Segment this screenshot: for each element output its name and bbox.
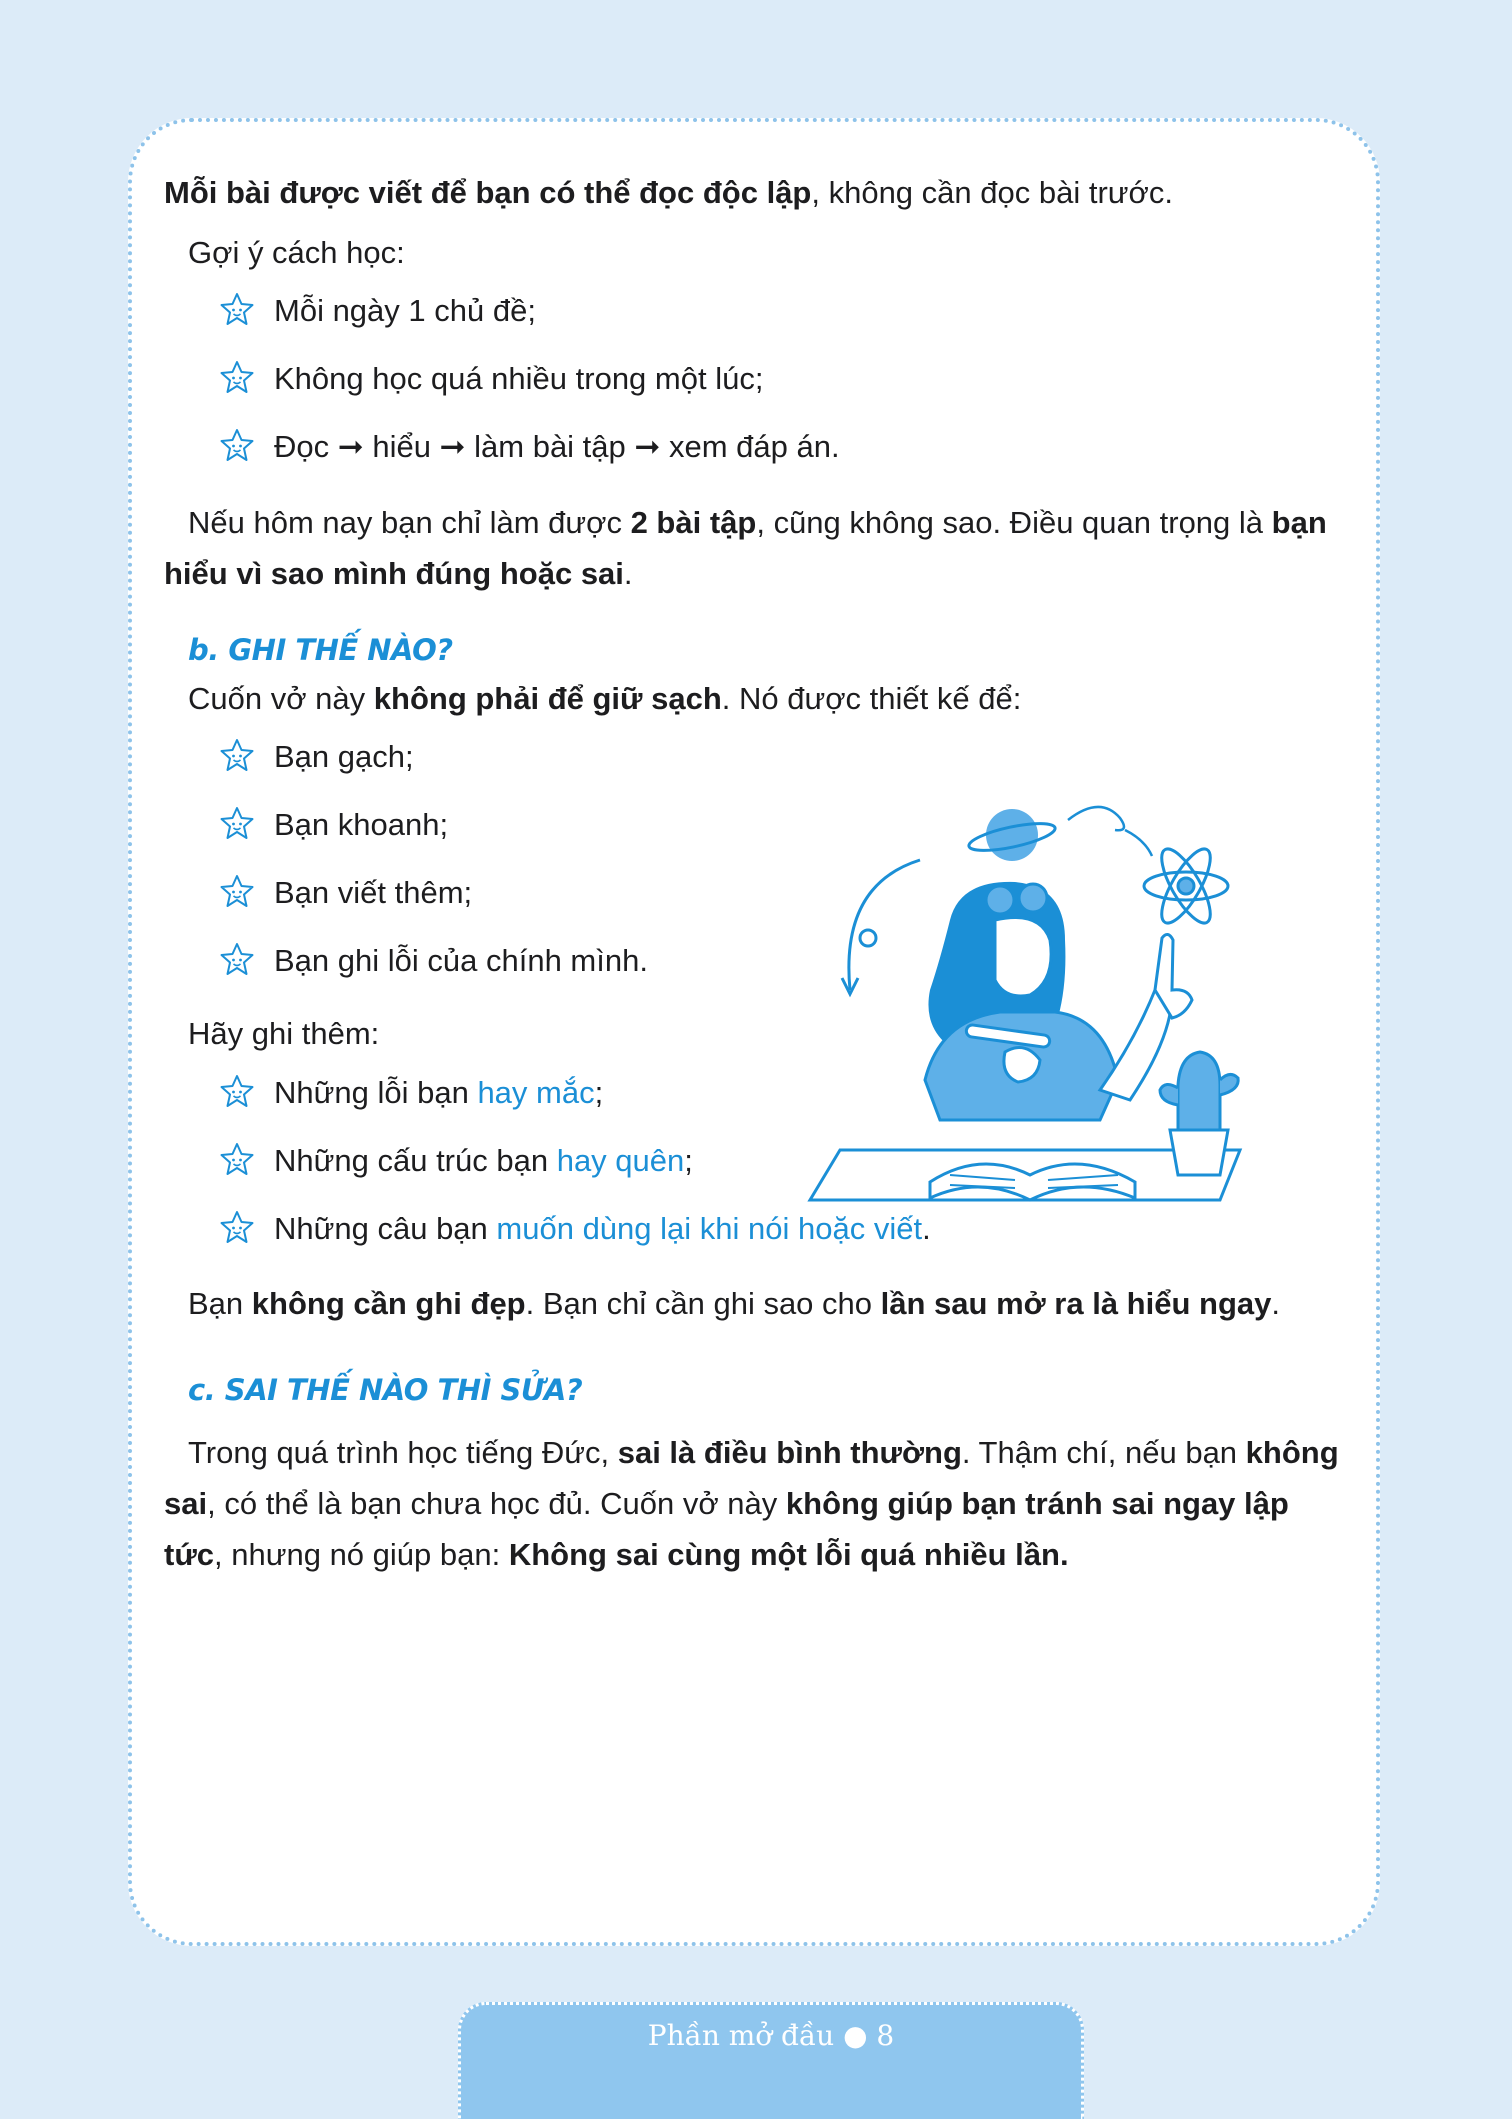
smiling-star-icon	[218, 873, 256, 911]
smiling-star-icon	[218, 359, 256, 397]
list-item: Bạn khoanh;	[218, 791, 1354, 859]
list-item: Không học quá nhiều trong một lúc;	[218, 345, 1354, 413]
intro-paragraph: Mỗi bài được viết để bạn có thể đọc độc lập, không cần đọc bài trước.	[164, 175, 1173, 210]
smiling-star-icon	[218, 1073, 256, 1111]
list-item: Những câu bạn muốn dùng lại khi nói hoặc viết.	[218, 1195, 1354, 1263]
smiling-star-icon	[218, 1209, 256, 1247]
list-item: Bạn viết thêm;	[218, 859, 1354, 927]
smiling-star-icon	[218, 291, 256, 329]
list-item: Những cấu trúc bạn hay quên;	[218, 1127, 1354, 1195]
list-item: Những lỗi bạn hay mắc;	[218, 1059, 1354, 1127]
smiling-star-icon	[218, 1141, 256, 1179]
intro-paragraph-2: Nếu hôm nay bạn chỉ làm được 2 bài tập, cũng không sao. Điều quan trọng là bạn hiểu vì sao mình đúng hoặc sai.	[164, 505, 1327, 592]
smiling-star-icon	[218, 941, 256, 979]
section-b-heading: b. GHI THẾ NÀO?	[188, 633, 453, 668]
tips-list	[164, 277, 1354, 481]
tips-label: Gợi ý cách học:	[188, 234, 405, 270]
page-footer	[458, 2002, 1084, 2119]
list-item: Đọc ➞ hiểu ➞ làm bài tập ➞ xem đáp án.	[218, 413, 1354, 481]
notes-label: Hãy ghi thêm:	[188, 1016, 380, 1052]
smiling-star-icon	[218, 805, 256, 843]
list-item: Bạn gạch;	[218, 723, 1354, 791]
section-b-intro: Cuốn vở này không phải để giữ sạch. Nó được thiết kế để:	[188, 680, 1022, 716]
section-c-paragraph: Trong quá trình học tiếng Đức, sai là điều bình thường. Thậm chí, nếu bạn không sai, có thể là bạn chưa học đủ. Cuốn vở này không giúp bạn tránh sai ngay lập tức, nhưng nó giúp bạn: Không sai cùng một lỗi quá nhiều lần.	[164, 1435, 1339, 1573]
list-item: Bạn ghi lỗi của chính mình.	[218, 927, 1354, 995]
list-item: Mỗi ngày 1 chủ đề;	[218, 277, 1354, 345]
section-c-heading: c. SAI THẾ NÀO THÌ SỬA?	[188, 1372, 583, 1407]
smiling-star-icon	[218, 737, 256, 775]
footer-label: Phần mở đầu ● 8	[647, 2019, 895, 2052]
smiling-star-icon	[218, 427, 256, 465]
girl-studying-illustration	[800, 790, 1270, 1230]
section-b-closing: Bạn không cần ghi đẹp. Bạn chỉ cần ghi sao cho lần sau mở ra là hiểu ngay.	[188, 1286, 1280, 1322]
